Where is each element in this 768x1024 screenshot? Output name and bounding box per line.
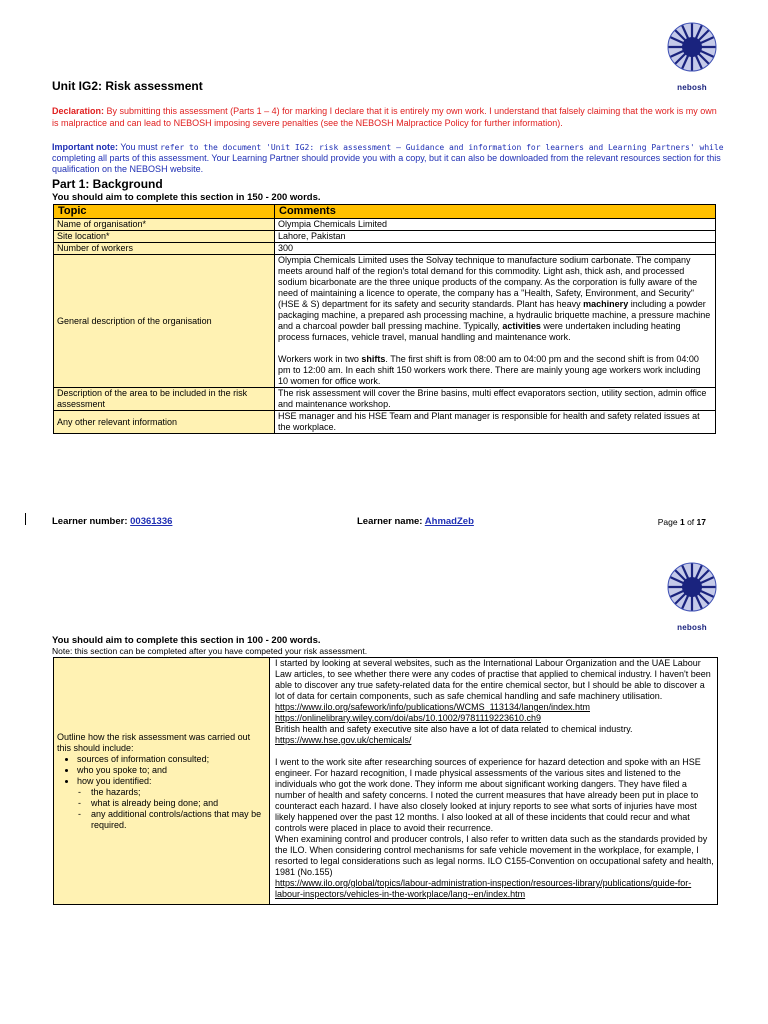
- important-text-2: refer to the document 'Unit IG2: risk assessment – Guidance and information for learners and Learning Partners' while: [160, 143, 724, 152]
- nebosh-logo: [660, 22, 724, 92]
- method-response[interactable]: [270, 658, 718, 905]
- reference-link[interactable]: https://www.ilo.org/global/topics/labour-administration-inspection/resources-library/publications/guide-for-labour-inspectors/vehicles-in-the-workplace/lang--en/index.htm: [275, 878, 692, 899]
- table-row: [54, 411, 716, 434]
- col-comments: Comments: [275, 205, 716, 219]
- unit-title: Unit IG2: Risk assessment: [52, 79, 203, 93]
- general-text: were undertaken including heating process furnaces, vehicle travel, manual handling and maintenance work.: [278, 321, 681, 342]
- row-label: Name of organisation*: [54, 219, 275, 231]
- important-text-1: You must: [120, 142, 158, 152]
- shift-text-bold: shifts: [361, 354, 386, 364]
- method-label: [54, 658, 270, 905]
- response-paragraph: I went to the work site after researching sources of experience for hazard detection and spoke with an HSE engineer. For hazard recognition, I made physical assessments of the various sites and listened to the individuals who got the work done. They inform me about significant working dangers. They have filed a number of health and safety concerns. I noted the current measures that have already been put in place to counteract each hazard. I have also closely looked at injury reports to see what sorts of injuries have most likely happened over the past 12 months. I also looked at all of these incidents that could recur and what controls were placed in place to avoid their recurrence.: [275, 757, 701, 833]
- learner-name-link[interactable]: AhmadZeb: [424, 516, 474, 527]
- general-text-bold: activities: [502, 321, 541, 331]
- col-topic: Topic: [54, 205, 275, 219]
- table-row: [54, 658, 718, 905]
- reference-link[interactable]: https://www.hse.gov.uk/chemicals/: [275, 735, 412, 745]
- declaration: [52, 105, 724, 129]
- sub-bullet-item: - the hazards;: [91, 787, 266, 798]
- row-label: Any other relevant information: [54, 411, 275, 434]
- learner-number-link[interactable]: 00361336: [130, 516, 173, 527]
- sub-bullet-item: - what is already being done; and: [91, 798, 266, 809]
- table-row: [54, 243, 716, 255]
- assessment-method-table: [53, 657, 718, 905]
- row-value[interactable]: 300: [275, 243, 716, 255]
- bullet-item: • sources of information consulted;: [77, 754, 266, 765]
- bullet-item: • who you spoke to; and: [77, 765, 266, 776]
- method-intro: Outline how the risk assessment was carried out this should include:: [57, 731, 251, 753]
- part1-heading: Part 1: Background: [52, 177, 163, 191]
- learner-number-label: Learner number:: [52, 516, 128, 527]
- globe-logo-icon: [667, 22, 717, 72]
- shift-text: . The first shift is from 08:00 am to 04:00 pm and the second shift is from 04:00 pm to 12:00 am. In each shift 150 workers work there. There are mainly young age workers work including 10 women for office work.: [278, 354, 701, 386]
- table-row: [54, 219, 716, 231]
- declaration-text: By submitting this assessment (Parts 1 – 4) for marking I declare that it is entirely my own work. I understand that falsely claiming that the work is my own is malpractice and can lead to NEBOSH imposing severe penalties (see the NEBOSH Malpractice Policy for further information).: [52, 106, 717, 128]
- table-header-row: [54, 205, 716, 219]
- general-text: including a powder packaging machine, a prepared ash processing machine, a hydraulic briquette machine, a pressure machine and a charcoal powder ball pressing machine. Typically,: [278, 299, 711, 331]
- row-value[interactable]: HSE manager and his HSE Team and Plant manager is responsible for health and safety related issues at the workplace.: [275, 411, 716, 434]
- page-total: 17: [696, 517, 706, 527]
- reference-link[interactable]: https://onlinelibrary.wiley.com/doi/abs/10.1002/9781119223610.ch9: [275, 713, 542, 723]
- part2-aim: You should aim to complete this section in 100 - 200 words.: [52, 635, 321, 646]
- general-description[interactable]: [275, 255, 716, 388]
- row-value[interactable]: Lahore, Pakistan: [275, 231, 716, 243]
- response-paragraph: I started by looking at several websites, such as the International Labour Organization and the UAE Labour Law articles, to see whether there were any codes of practise that applied to chemical industry. I haven't been able to discover any true safety-related data for the entire chemical sector, but I should be able to discover a lot of data for certain components, such as safe chemical handling and safe machinery utilisation.: [275, 658, 711, 701]
- important-text-3: completing all parts of this assessment. Your Learning Partner should provide you with a copy, but it can also be downloaded from the relevant resources section for this qualification on the NEBOSH website.: [52, 153, 721, 174]
- general-text-bold: machinery: [583, 299, 629, 309]
- part1-aim: You should aim to complete this section in 150 - 200 words.: [52, 192, 321, 203]
- page-of: of: [687, 517, 695, 527]
- important-label: Important note:: [52, 142, 118, 152]
- response-paragraph: British health and safety executive site also have a lot of data related to chemical industry.: [275, 724, 633, 734]
- row-label: Description of the area to be included in the risk assessment: [54, 388, 275, 411]
- page-prefix: Page: [657, 517, 678, 527]
- text-cursor: [25, 513, 26, 525]
- globe-logo-icon: [667, 562, 717, 612]
- row-value[interactable]: The risk assessment will cover the Brine basins, multi effect evaporators section, utility section, admin office and maintenance workshop.: [275, 388, 716, 411]
- background-table: [53, 204, 716, 434]
- table-row: [54, 255, 716, 388]
- general-text: Olympia Chemicals Limited uses the Solvay technique to manufacture sodium carbonate. The company meets around half of the region's total demand for this commodity. Light ash, thick ash, and processed sodium bicarbonate are the three unique products of the company. As the corporation is fully aware of the need of maintaining a licence to operate, the company has a "Health, Safety, Environment, and Security" (HSE & S) department for its safety and security standards. Plant has heavy: [278, 255, 698, 309]
- page-number: 1: [679, 517, 685, 527]
- row-label: General description of the organisation: [54, 255, 275, 388]
- part2-note: Note: this section can be completed after you have competed your risk assessment.: [52, 646, 368, 656]
- logo-text: nebosh: [677, 83, 707, 92]
- nebosh-logo: [660, 562, 724, 632]
- row-label: Number of workers: [54, 243, 275, 255]
- learner-name-label: Learner name:: [357, 516, 423, 527]
- bullet-item: how you identified:: [77, 775, 152, 786]
- declaration-label: Declaration:: [52, 106, 105, 116]
- row-label: Site location*: [54, 231, 275, 243]
- sub-bullet-item: - any additional controls/actions that may be required.: [91, 809, 266, 831]
- table-row: [54, 388, 716, 411]
- page-footer: [52, 516, 716, 527]
- reference-link[interactable]: https://www.ilo.org/safework/info/publications/WCMS_113134/langen/index.htm: [275, 702, 590, 712]
- row-value[interactable]: Olympia Chemicals Limited: [275, 219, 716, 231]
- page-indicator: [658, 517, 706, 527]
- logo-text: nebosh: [677, 623, 707, 632]
- table-row: [54, 231, 716, 243]
- response-paragraph: When examining control and producer controls, I also refer to written data such as the standards provided by the ILO. When considering control mechanisms for safe vehicle movement in the workplace, for example, I resorted to legal considerations such as legal norms. ILO C155-Convention on occupational safety and health, 1981 (No.155): [275, 834, 714, 877]
- important-note: [52, 142, 724, 175]
- shift-text: Workers work in two: [278, 354, 359, 364]
